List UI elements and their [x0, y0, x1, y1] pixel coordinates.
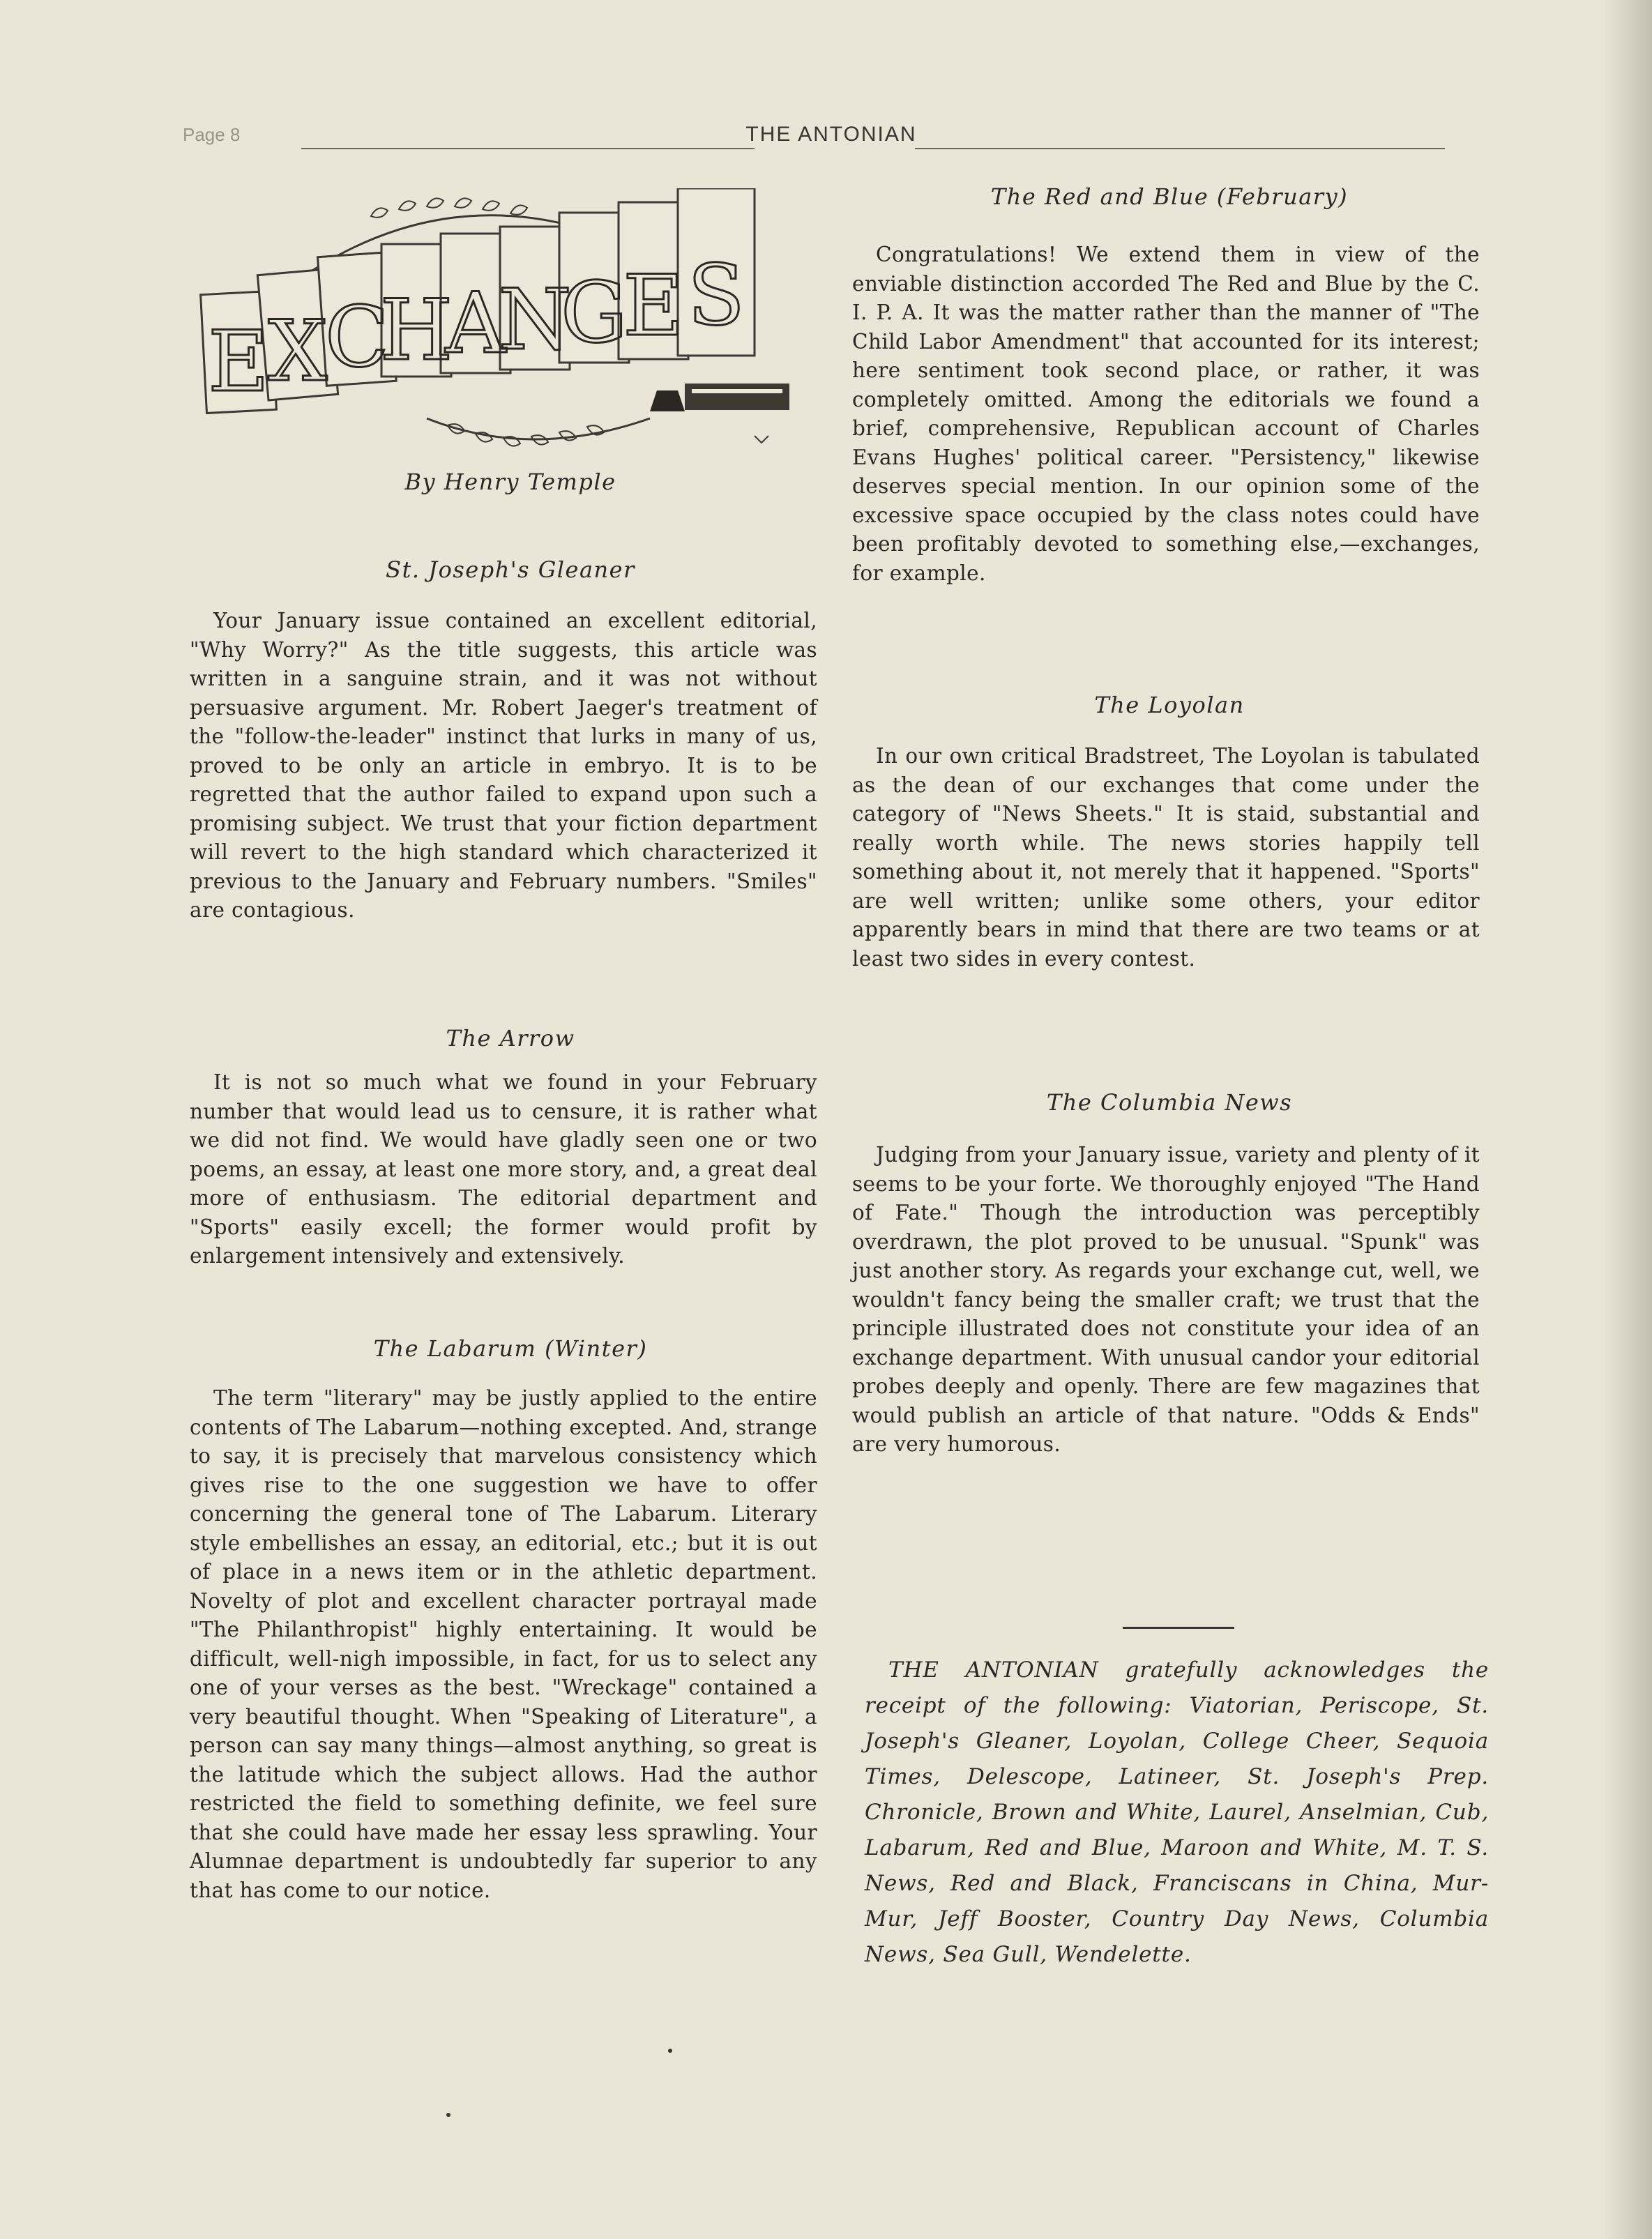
running-header: [183, 123, 1480, 158]
page-edge-shadow: [1603, 0, 1652, 2239]
section-title-labarum: The Labarum (Winter): [373, 1335, 648, 1362]
section-text-loyolan: In our own critical Bradstreet, The Loyolan is tabulated as the dean of our exchanges that come under the category of "News Sheets." It is staid, substantial and really worth while. The news stories happily tell something about it, not merely that it happened. "Sports" are well written; unlike some others, your editor apparently bears in mind that there are two teams or at least two sides in every contest.: [852, 744, 1480, 971]
svg-text:E: E: [623, 258, 684, 355]
svg-text:C: C: [325, 289, 389, 386]
section-body-red-blue: [852, 241, 1480, 588]
section-divider: [1123, 1627, 1234, 1629]
svg-text:H: H: [379, 282, 453, 379]
acknowledgement-notice: [865, 1653, 1489, 1973]
acknowledgement-text: THE ANTONIAN gratefully acknowledges the receipt of the following: Viatorian, Periscope, St. Joseph's Gleaner, Loyolan, College Cheer, Sequoia Times, Delescope, Latineer, St. Joseph's Prep. Chronicle, Brown and White, Laurel, Anselmian, Cub, Labarum, Red and Blue, Maroon and White, M. T. S. News, Red and Black, Franciscans in China, Mur-Mur, Jeff Booster, Country Day News, Columbia News, Sea Gull, Wendelette.: [865, 1657, 1489, 1967]
section-body-loyolan: [852, 742, 1480, 973]
svg-text:X: X: [268, 303, 328, 400]
byline: By Henry Temple: [404, 469, 616, 495]
section-title-columbia: The Columbia News: [1046, 1089, 1293, 1116]
section-body-columbia: [852, 1141, 1480, 1459]
section-title-red-blue: The Red and Blue (February): [990, 183, 1349, 210]
svg-text:S: S: [687, 248, 745, 344]
header-rule-left: [301, 148, 755, 149]
publication-title: THE ANTONIAN: [745, 123, 917, 146]
svg-text:N: N: [498, 272, 572, 369]
section-title-arrow: The Arrow: [446, 1025, 575, 1052]
header-rule-right: [915, 148, 1445, 149]
print-speck: [446, 2113, 450, 2117]
section-text-arrow: It is not so much what we found in your February number that would lead us to censure, it is rather what we did not find. We would have gladly seen one or two poems, an essay, at least one more story, and, a great deal more of enthusiasm. The editorial department and "Sports" easily excell; the former would profit by enlargement intensively and extensively.: [190, 1070, 817, 1268]
section-body-labarum: [190, 1384, 817, 1905]
section-body-gleaner: [190, 607, 817, 925]
section-title-gleaner: St. Joseph's Gleaner: [386, 556, 635, 583]
svg-text:E: E: [208, 314, 269, 411]
section-body-arrow: [190, 1068, 817, 1271]
print-speck: [668, 2049, 672, 2053]
section-text-labarum: The term "literary" may be justly applied to the entire contents of The Labarum—nothing excepted. And, strange to say, it is precisely that marvelous consistency which gives rise to the one suggestion we have to offer concerning the general tone of The Labarum. Literary style embellishes an essay, an editorial, etc.; but it is out of place in a news item or in the athletic department. Novelty of plot and excellent character portrayal made "The Philanthropist" highly entertaining. It would be difficult, well-nigh impossible, in fact, for us to select any one of your verses as the best. "Wreckage" contained a very beautiful thought. When "Speaking of Literature", a person can say many things—almost anything, so great is the latitude which the subject allows. Had the author restricted the field to something definite, we feel sure that she could have made her essay less sprawling. Your Alumnae department is undoubtedly far superior to any that has come to our notice.: [190, 1386, 817, 1902]
svg-text:A: A: [445, 275, 506, 372]
section-text-columbia: Judging from your January issue, variety and plenty of it seems to be your forte. We thoroughly enjoyed "The Hand of Fate." Though the introduction was perceptibly overdrawn, the plot proved to be unusual. "Spunk" was just another story. As regards your exchange cut, well, we wouldn't fancy being the smaller craft; we trust that the principle illustrated does not constitute your idea of an exchange department. With unusual candor your editorial probes deeply and openly. There are few magazines that would publish an article of that nature. "Odds & Ends" are very humorous.: [852, 1143, 1480, 1456]
section-text-gleaner: Your January issue contained an excellent editorial, "Why Worry?" As the title suggests, this article was written in a sanguine strain, and it was not without persuasive argument. Mr. Robert Jaeger's treatment of the "follow-the-leader" instinct that lurks in many of us, proved to be only an article in embryo. It is to be regretted that the author failed to expand upon such a promising subject. We trust that your fiction department will revert to the high standard which characterized it previous to the January and February numbers. "Smiles" are contagious.: [190, 609, 817, 922]
svg-text:G: G: [561, 265, 628, 362]
page-number: Page 8: [183, 124, 241, 145]
section-title-loyolan: The Loyolan: [1094, 692, 1245, 718]
exchanges-ornament-icon: [197, 188, 824, 460]
section-text-red-blue: Congratulations! We extend them in view of the enviable distinction accorded The Red and Blue by the C. I. P. A. It was the matter rather than the manner of "The Child Labor Amendment" that accounted for its interest; here sentiment took second place, or rather, it was completely omitted. Among the editorials we found a brief, comprehensive, Republican account of Charles Evans Hughes' political career. "Persistency," likewise deserves special mention. In our opinion some of the excessive space occupied by the class notes could have been profitably devoted to something else,—exchanges, for example.: [852, 243, 1480, 585]
